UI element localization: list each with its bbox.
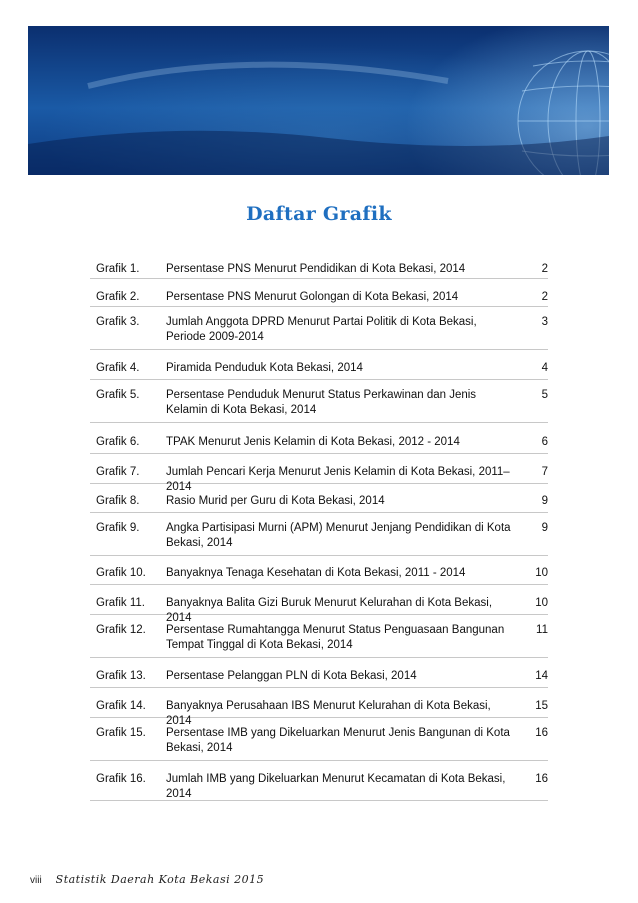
entry-page: 4 [541, 362, 548, 374]
entry-page: 7 [541, 466, 548, 478]
entry-number: Grafik 5. [96, 389, 140, 401]
entry-number: Grafik 11. [96, 597, 145, 609]
entry-number: Grafik 15. [96, 727, 146, 739]
entry-title: Banyaknya Balita Gizi Buruk Menurut Kelurahan di Kota Bekasi, 2014 [166, 597, 493, 624]
entry-title: Persentase Rumahtangga Menurut Status Penguasaan Bangunan Tempat Tinggal di Kota Bekasi, 2014 [166, 624, 505, 651]
entry-title: Jumlah Pencari Kerja Menurut Jenis Kelamin di Kota Bekasi, 2011– 2014 [166, 466, 510, 493]
entry-title: Angka Partisipasi Murni (APM) Menurut Jenjang Pendidikan di Kota Bekasi, 2014 [166, 522, 511, 549]
entry-page: 11 [536, 624, 548, 636]
entry-page: 9 [541, 495, 548, 507]
entry-page: 5 [541, 389, 548, 401]
entry-page: 2 [541, 291, 548, 303]
entry-number: Grafik 6. [96, 436, 140, 448]
entry-page: 10 [535, 597, 548, 609]
header-banner [28, 26, 609, 175]
entry-page: 3 [541, 316, 548, 328]
toc-entry[interactable] [90, 380, 548, 423]
toc-entry[interactable] [90, 585, 548, 624]
entry-page: 9 [541, 522, 548, 534]
entry-number: Grafik 13. [96, 670, 146, 682]
entry-title: Banyaknya Tenaga Kesehatan di Kota Bekasi, 2011 - 2014 [166, 567, 466, 579]
entry-number: Grafik 7. [96, 466, 140, 478]
toc-entry[interactable] [90, 761, 548, 801]
page-number: viii [30, 875, 42, 886]
entry-page: 15 [535, 700, 548, 712]
entry-title: Persentase Penduduk Menurut Status Perkawinan dan Jenis Kelamin di Kota Bekasi, 2014 [166, 389, 477, 416]
entry-page: 10 [535, 567, 548, 579]
entry-title: Persentase Pelanggan PLN di Kota Bekasi, 2014 [166, 670, 417, 682]
entry-title: Persentase PNS Menurut Pendidikan di Kota Bekasi, 2014 [166, 263, 466, 275]
entry-page: 16 [535, 727, 548, 739]
entry-page: 14 [535, 670, 548, 682]
toc-entry[interactable] [90, 454, 548, 493]
toc-entry[interactable] [90, 688, 548, 727]
entry-page: 2 [541, 263, 548, 275]
entry-number: Grafik 12. [96, 624, 146, 636]
chart-list [90, 250, 548, 801]
entry-number: Grafik 8. [96, 495, 140, 507]
globe-graphic [28, 26, 609, 175]
toc-entry[interactable] [90, 513, 548, 556]
entry-number: Grafik 4. [96, 362, 140, 374]
entry-title: Piramida Penduduk Kota Bekasi, 2014 [166, 362, 363, 374]
entry-title: Rasio Murid per Guru di Kota Bekasi, 2014 [166, 495, 385, 507]
page-footer [30, 873, 264, 886]
entry-title: Jumlah IMB yang Dikeluarkan Menurut Kecamatan di Kota Bekasi, 2014 [166, 773, 506, 800]
entry-number: Grafik 1. [96, 263, 140, 275]
entry-number: Grafik 3. [96, 316, 140, 328]
toc-entry[interactable] [90, 307, 548, 350]
toc-entry[interactable] [90, 423, 548, 454]
toc-entry[interactable] [90, 250, 548, 279]
entry-title: Banyaknya Perusahaan IBS Menurut Kelurahan di Kota Bekasi, 2014 [166, 700, 491, 727]
entry-title: Persentase IMB yang Dikeluarkan Menurut Jenis Bangunan di Kota Bekasi, 2014 [166, 727, 510, 754]
entry-number: Grafik 16. [96, 773, 146, 785]
entry-number: Grafik 10. [96, 567, 146, 579]
entry-number: Grafik 2. [96, 291, 140, 303]
entry-title: Persentase PNS Menurut Golongan di Kota Bekasi, 2014 [166, 291, 459, 303]
entry-title: Jumlah Anggota DPRD Menurut Partai Politik di Kota Bekasi, Periode 2009-2014 [166, 316, 477, 343]
entry-number: Grafik 9. [96, 522, 140, 534]
publication-title: Statistik Daerah Kota Bekasi 2015 [55, 873, 265, 886]
toc-entry[interactable] [90, 279, 548, 307]
page-title: Daftar Grafik [246, 203, 392, 225]
entry-number: Grafik 14. [96, 700, 146, 712]
entry-page: 16 [535, 773, 548, 785]
toc-entry[interactable] [90, 350, 548, 380]
entry-page: 6 [541, 436, 548, 448]
entry-title: TPAK Menurut Jenis Kelamin di Kota Bekasi, 2012 - 2014 [166, 436, 460, 448]
toc-entry[interactable] [90, 658, 548, 688]
toc-entry[interactable] [90, 556, 548, 585]
